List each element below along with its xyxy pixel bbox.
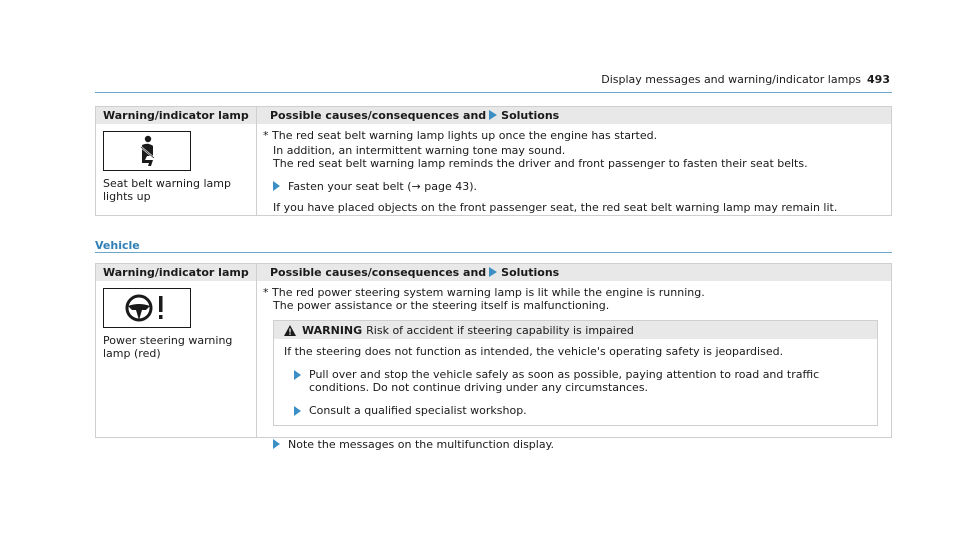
- column-divider: [256, 107, 257, 215]
- page-number: 493: [867, 73, 890, 86]
- lamp-label: Seat belt warning lamp: [103, 177, 231, 190]
- col-header-causes: Possible causes/consequences and Solutions: [270, 266, 560, 279]
- page-header: [601, 73, 890, 86]
- lamp-label: Power steering warning: [103, 334, 233, 347]
- note-text: If you have placed objects on the front passenger seat, the red seat belt warning lamp may remain lit.: [273, 201, 838, 214]
- solution-step: Note the messages on the multifunction display.: [263, 438, 878, 451]
- lamp-cell: [103, 131, 248, 203]
- arrow-right-icon: [294, 406, 301, 416]
- header-title: Display messages and warning/indicator lamps: [601, 73, 862, 86]
- lamp-cell: [103, 288, 248, 360]
- warning-title: Risk of accident if steering capability is impaired: [366, 323, 634, 337]
- solution-step: Pull over and stop the vehicle safely as soon as possible, paying attention to road and traffic conditions. Do not continue driving under any circumstances.: [284, 368, 867, 394]
- solution-step: Consult a qualified specialist workshop.: [284, 404, 867, 417]
- warning-label: WARNING: [302, 323, 363, 337]
- warning-body: [274, 339, 877, 425]
- cause-text: The power assistance or the steering itself is malfunctioning.: [273, 299, 610, 312]
- causes-cell: [263, 286, 878, 451]
- cause-text: In addition, an intermittent warning tone may sound.: [273, 144, 566, 157]
- warning-triangle-icon: [284, 325, 296, 336]
- warning-box: [273, 320, 878, 426]
- arrow-right-icon: [489, 267, 497, 277]
- arrow-right-icon: [273, 181, 280, 191]
- seat-belt-table: [95, 106, 892, 216]
- column-divider: [256, 264, 257, 437]
- section-rule: [95, 252, 892, 253]
- solution-step: Fasten your seat belt (→ page 43).: [263, 180, 878, 193]
- warning-text: If the steering does not function as intended, the vehicle's operating safety is jeopardised.: [284, 345, 784, 358]
- power-steering-table: [95, 263, 892, 451]
- cause-text: * The red seat belt warning lamp lights up once the engine has started.: [263, 129, 658, 142]
- cause-text: * The red power steering system warning lamp is lit while the engine is running.: [263, 286, 705, 299]
- causes-cell: [263, 129, 878, 214]
- table-header: [96, 107, 891, 124]
- arrow-right-icon: [294, 370, 301, 380]
- section-title: Vehicle: [95, 239, 140, 252]
- table-header: [96, 264, 891, 281]
- lamp-label: lights up: [103, 190, 151, 203]
- lamp-label: lamp (red): [103, 347, 161, 360]
- col-header-lamp: Warning/indicator lamp: [103, 266, 249, 279]
- arrow-right-icon: [489, 110, 497, 120]
- header-rule: [95, 92, 892, 93]
- col-header-lamp: Warning/indicator lamp: [103, 109, 249, 122]
- warning-header: [274, 321, 877, 339]
- col-header-causes: Possible causes/consequences and Solutions: [270, 109, 560, 122]
- cause-text: The red seat belt warning lamp reminds the driver and front passenger to fasten their seat belts.: [273, 157, 808, 170]
- seat-belt-icon: [103, 131, 191, 171]
- arrow-right-icon: [273, 439, 280, 449]
- steering-wheel-warning-icon: [103, 288, 191, 328]
